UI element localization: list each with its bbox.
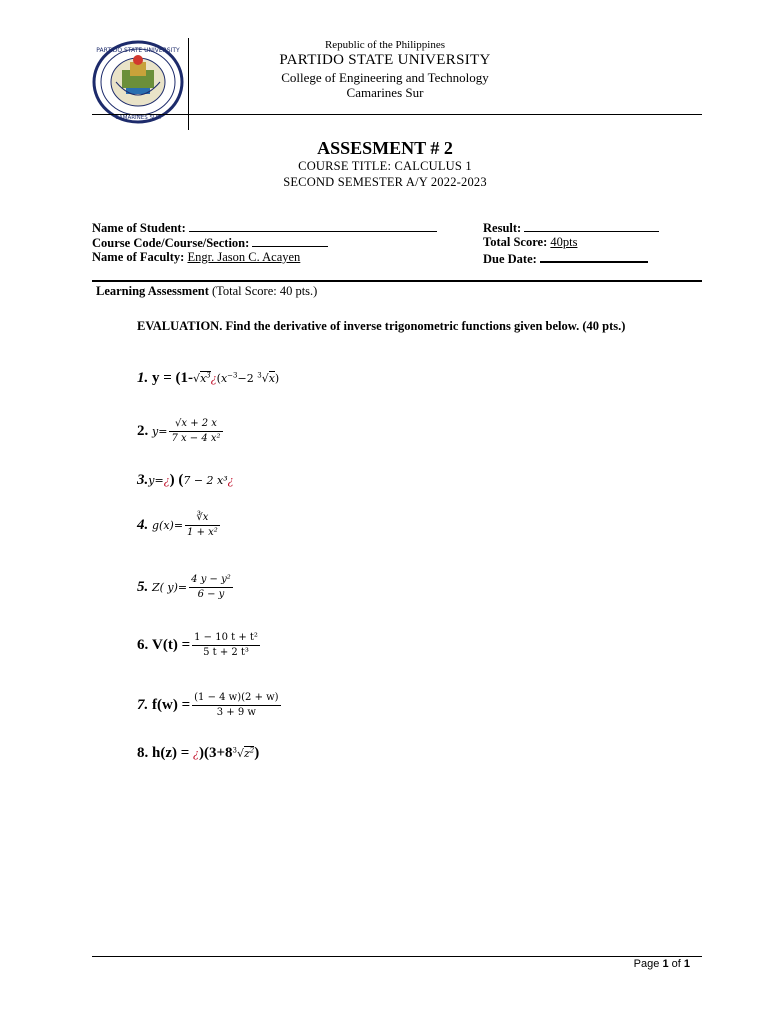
result-row xyxy=(483,220,659,236)
problem-7-lhs: f(w) = xyxy=(152,696,191,713)
problem-3-mid: ) ( xyxy=(169,472,184,488)
result-label: Result: xyxy=(483,221,522,235)
problem-3-number: 3. xyxy=(137,472,149,488)
faculty-label: Name of Faculty: xyxy=(92,250,185,264)
faculty-value: Engr. Jason C. Acayen xyxy=(187,250,301,264)
problem-2-fraction xyxy=(169,418,222,445)
university-name: PARTIDO STATE UNIVERSITY xyxy=(279,52,491,68)
problem-6-lhs: V(t) = xyxy=(152,636,191,653)
problem-5-numerator: 4 y − y² xyxy=(189,574,233,588)
problem-1-number: 1. xyxy=(137,370,149,386)
problem-5-lhs: Z( y)= xyxy=(152,580,188,594)
page-of: of xyxy=(671,958,681,970)
problem-8-number: 8. xyxy=(137,745,149,761)
problem-4-number: 4. xyxy=(137,516,149,533)
due-row xyxy=(483,250,648,267)
problem-4 xyxy=(137,512,222,539)
problem-8-cuberoot: $^3√z^2$ xyxy=(232,746,255,760)
problem-5-fraction xyxy=(189,574,233,601)
problem-2 xyxy=(137,418,225,445)
student-label: Name of Student: xyxy=(92,221,186,235)
problem-7-fraction xyxy=(192,692,280,719)
total-row xyxy=(483,235,577,250)
republic-line: Republic of the Philippines xyxy=(324,39,446,51)
student-blank[interactable] xyxy=(189,220,437,232)
problem-4-lhs: g(x)= xyxy=(152,518,184,532)
problem-6 xyxy=(137,632,262,659)
problem-8-mid: )(3+8 xyxy=(198,745,233,761)
page-label: Page xyxy=(633,958,660,970)
due-label: Due Date: xyxy=(483,252,537,266)
learning-assessment xyxy=(96,284,317,299)
problem-2-numerator: √x + 2 x xyxy=(169,418,222,432)
problem-1 xyxy=(137,370,279,387)
course-title: COURSE TITLE: CALCULUS 1 xyxy=(298,159,472,173)
page-indicator xyxy=(600,958,690,970)
info-divider xyxy=(92,280,702,282)
problem-2-denominator: 7 x − 4 x² xyxy=(171,433,221,444)
problem-6-number: 6. xyxy=(137,636,149,653)
seal-text-bottom: CAMARINES SUR xyxy=(115,115,161,121)
header-horizontal-divider xyxy=(92,114,702,115)
problem-6-fraction xyxy=(192,632,260,659)
problem-7 xyxy=(137,692,283,719)
problem-1-expr: ($x^{-3}-2$ $^3$√x) xyxy=(216,371,280,385)
course-blank[interactable] xyxy=(252,235,328,247)
result-blank[interactable] xyxy=(524,220,659,232)
learning-score: (Total Score: 40 pts.) xyxy=(211,284,318,298)
problem-2-number: 2. xyxy=(137,422,149,439)
problem-3-rest: 7 − 2 x³ xyxy=(183,474,228,487)
problem-3-inverted-q-2: ¿ xyxy=(227,474,234,487)
university-seal-logo xyxy=(92,40,184,124)
semester: SECOND SEMESTER A/Y 2022-2023 xyxy=(283,175,487,189)
instruction: EVALUATION. Find the derivative of inverse trigonometric functions given below. (40 pts.) xyxy=(137,319,626,333)
problem-5-number: 5. xyxy=(137,578,149,595)
problem-3-lhs: y= xyxy=(148,474,164,487)
problem-3-inverted-q-1: ¿ xyxy=(163,474,170,487)
faculty-row xyxy=(92,250,300,265)
problem-8-inverted-q: ¿ xyxy=(193,747,199,760)
page-total: 1 xyxy=(683,958,690,970)
problem-8-tail: ) xyxy=(254,745,260,761)
problem-6-numerator: 1 − 10 t + t² xyxy=(192,632,260,646)
seal-text-top: PARTIDO STATE UNIVERSITY xyxy=(96,47,180,54)
problem-5 xyxy=(137,574,235,601)
problem-6-denominator: 5 t + 2 t³ xyxy=(203,647,249,658)
student-row xyxy=(92,220,437,236)
location: Camarines Sur xyxy=(346,85,424,100)
problem-8-lhs: h(z) = xyxy=(152,745,190,761)
problem-8 xyxy=(137,745,259,762)
problem-7-number: 7. xyxy=(137,696,149,713)
learning-label: Learning Assessment xyxy=(96,284,209,298)
problem-7-denominator: 3 + 9 w xyxy=(216,707,256,718)
problem-1-inverted-q: ¿ xyxy=(210,372,217,385)
total-label: Total Score: xyxy=(483,235,548,249)
problem-3 xyxy=(137,472,234,489)
problem-1-lhs: y = (1- xyxy=(152,370,194,386)
header-vertical-divider xyxy=(188,38,189,130)
course-row xyxy=(92,235,328,251)
college-name: College of Engineering and Technology xyxy=(281,70,489,85)
problem-4-numerator: ∛x xyxy=(185,512,220,526)
due-blank[interactable] xyxy=(540,250,648,263)
problem-4-denominator: 1 + x² xyxy=(187,527,218,538)
problem-1-sqrt: $√x^3$ xyxy=(193,371,211,385)
total-value: 40pts xyxy=(550,235,578,249)
assessment-title: ASSESMENT # 2 xyxy=(317,138,453,158)
page-current: 1 xyxy=(662,958,669,970)
problem-2-lhs: y= xyxy=(152,424,168,438)
problem-5-denominator: 6 − y xyxy=(197,589,225,600)
problem-4-fraction xyxy=(185,512,220,539)
course-label: Course Code/Course/Section: xyxy=(92,236,250,250)
problem-7-numerator: (1 − 4 w)(2 + w) xyxy=(192,692,280,706)
footer-divider xyxy=(92,956,702,957)
